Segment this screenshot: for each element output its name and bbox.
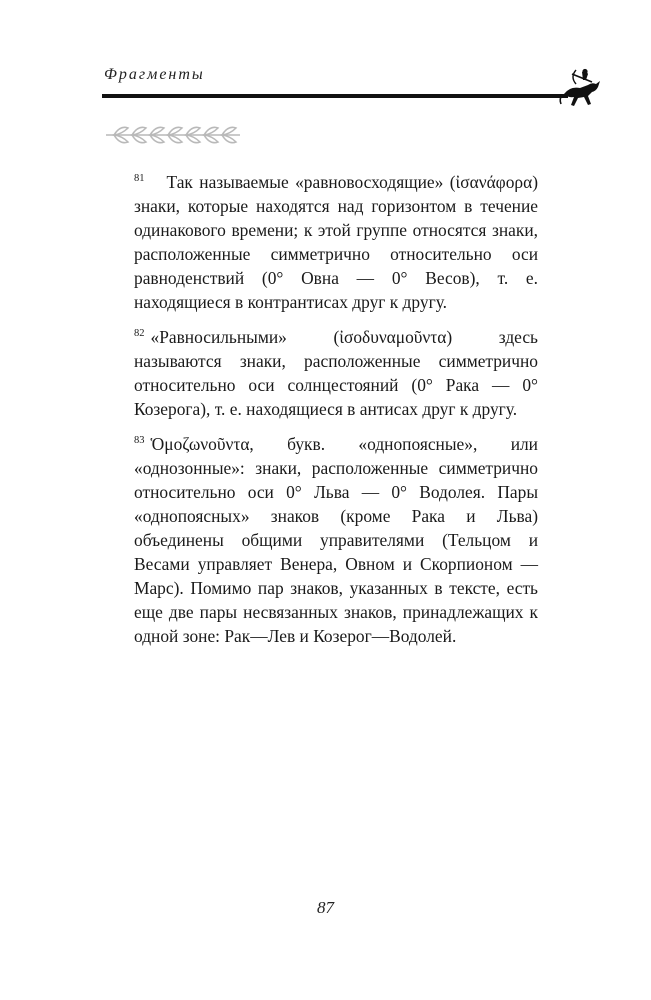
footnote-text: «Равносильными» (ἰσοδυναμοῦντα) здесь называются знаки, расположенные симметрично относительно оси солнцестояний (0° Рака — 0° Козерога), т. е. находящиеся в антисах друг к другу. <box>134 327 538 419</box>
footnote-83 <box>134 432 538 648</box>
footnote-text: Ὁμοζωνοῦντα, букв. «однопоясные», или «однозонные»: знаки, расположенные симметрично относительно оси 0° Льва — 0° Водолея. Пары «однопоясных» знаков (кроме Рака и Льва) объединены общими управителями (Тельцом и Весами управляет Венера, Овном и Скорпионом — Марс). Помимо пар знаков, указанных в тексте, есть еще две пары несвязанных знаков, принадлежащих к одной зоне: Рак—Лев и Козерог—Водолей. <box>134 434 538 646</box>
footnote-82 <box>134 325 538 421</box>
footnote-81 <box>134 170 538 314</box>
footnote-number: 83 <box>134 435 145 446</box>
footnote-number: 81 <box>134 173 145 184</box>
laurel-sprig-ornament-icon <box>104 124 244 146</box>
running-head: Фрагменты <box>104 66 205 83</box>
footnote-number: 82 <box>134 328 145 339</box>
header-rule <box>102 94 568 98</box>
footnote-text: Так называемые «равновосходящие» (ἰσανάφορα) знаки, которые находятся над горизонтом в течение одинакового времени; к этой группе относятся знаки, расположенные симметрично относительно оси равноденствий (0° Овна — 0° Весов), т. е. находящиеся в контрантисах друг к другу. <box>134 172 538 312</box>
page-number: 87 <box>317 898 334 917</box>
archer-horse-emblem-icon <box>558 68 604 112</box>
footnotes-block <box>134 170 538 659</box>
